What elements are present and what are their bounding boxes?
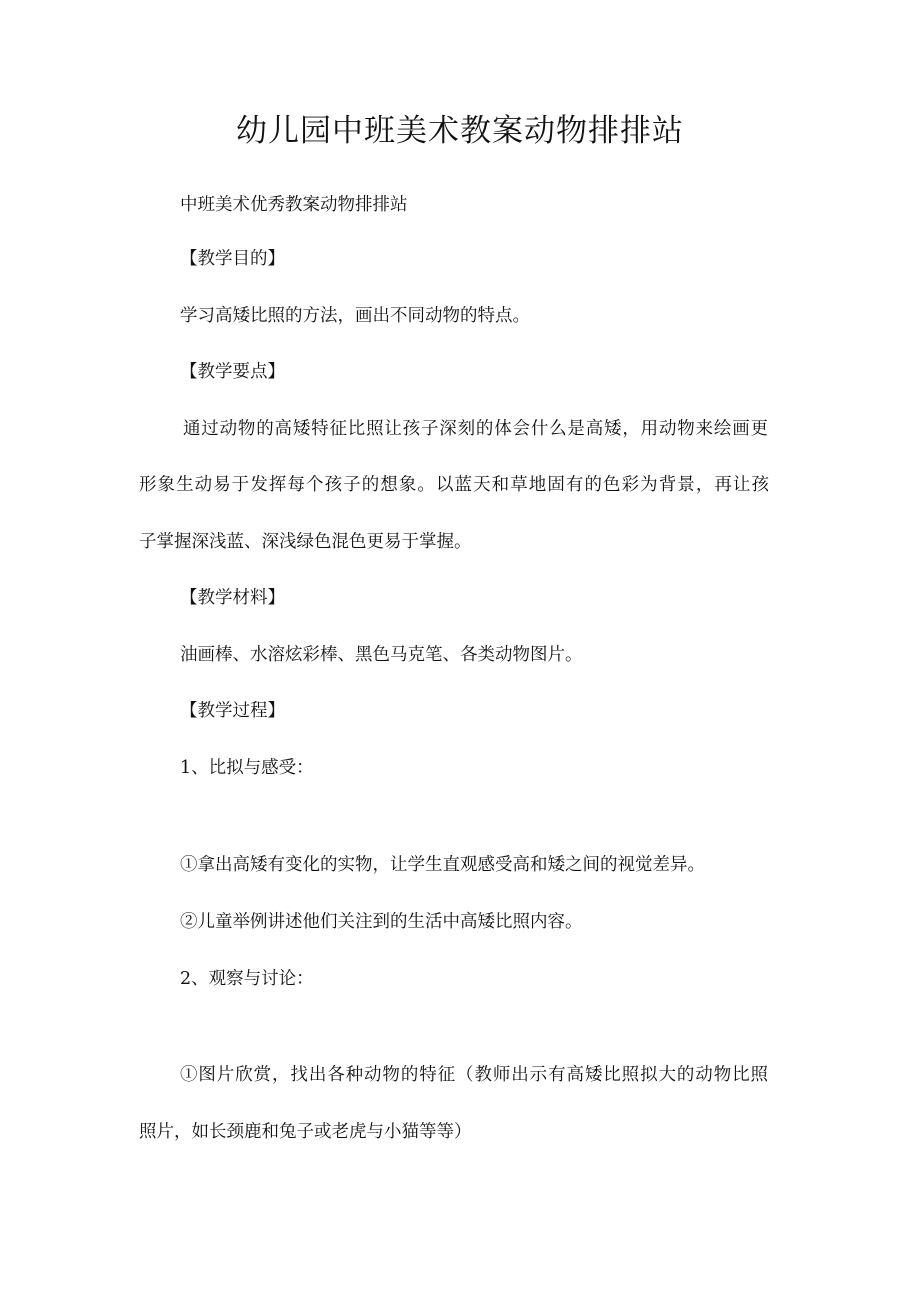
key-text-line-2: 形象生动易于发挥每个孩子的想象。以蓝天和草地固有的色彩为背景，再让孩 [139, 475, 769, 495]
goal-heading: 【教学目的】 [180, 249, 285, 269]
step1-item-2: ②儿童举例讲述他们关注到的生活中高矮比照内容。 [180, 912, 583, 932]
material-heading: 【教学材料】 [180, 588, 285, 608]
step2-item-1-line-2: 照片，如长颈鹿和兔子或老虎与小猫等等） [139, 1122, 472, 1142]
step1-item-1: ①拿出高矮有变化的实物，让学生直观感受高和矮之间的视觉差异。 [180, 855, 705, 875]
goal-text: 学习高矮比照的方法，画出不同动物的特点。 [180, 306, 530, 326]
step1-heading: 1、比拟与感受： [180, 758, 314, 778]
key-heading: 【教学要点】 [180, 362, 285, 382]
process-heading: 【教学过程】 [180, 701, 285, 721]
step2-item-1-line-1: ①图片欣赏，找出各种动物的特征（教师出示有高矮比照拟大的动物比照 [180, 1065, 768, 1085]
material-text: 油画棒、水溶炫彩棒、黑色马克笔、各类动物图片。 [180, 645, 583, 665]
key-text-line-1: 通过动物的高矮特征比照让孩子深刻的体会什么是高矮，用动物来绘画更 [183, 419, 768, 439]
document-title: 幼儿园中班美术教案动物排排站 [236, 113, 684, 149]
key-text-line-3: 子掌握深浅蓝、深浅绿色混色更易于掌握。 [139, 532, 472, 552]
step2-heading: 2、观察与讨论： [180, 969, 314, 989]
subtitle: 中班美术优秀教案动物排排站 [180, 195, 408, 215]
